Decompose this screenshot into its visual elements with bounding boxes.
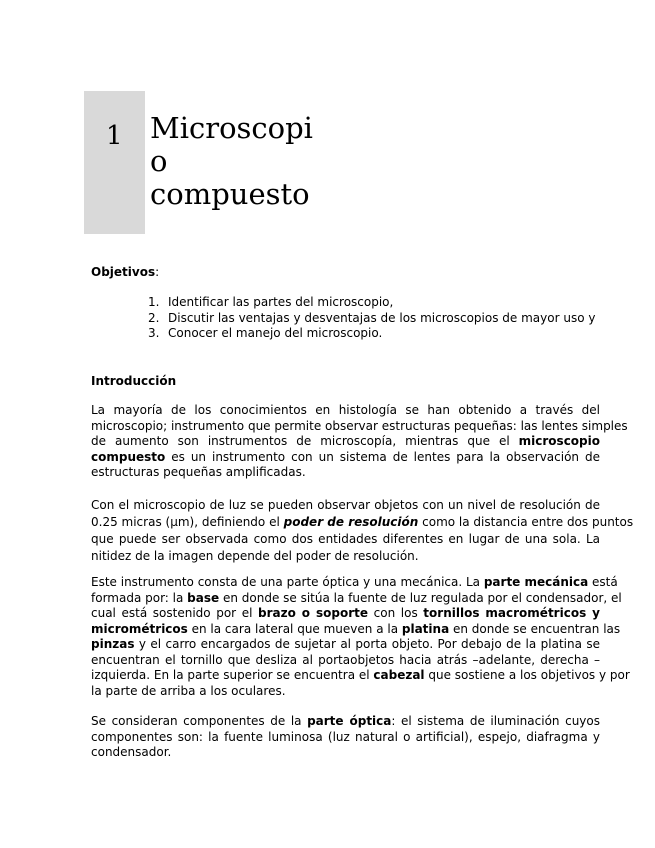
intro-paragraph-1: La mayoría de los conocimientos en histología se han obtenido a través del microscopio; instrumento que permite observar estructuras pequeñas: las lentes simples de aumento son instrumentos de microscopía, mientras que el microscopio compuesto es un instrumento con un sistema de lentes para la observación de estructuras pequeñas amplificadas. [91, 403, 628, 479]
intro-paragraph-3: Este instrumento consta de una parte óptica y una mecánica. La parte mecánica está formada por: la base en donde se sitúa la fuente de luz regulada por el condensador, el cual está sostenido por el brazo o soporte con los tornillos macrométricos y micrométricos en la cara lateral que mueven a la platina en donde se encuentran las pinzas y el carro encargados de sujetar al porta objeto. Por debajo de la platina se encuentran el tornillo que desliza al portaobjetos hacia atrás –adelante, derecha – izquierda. En la parte superior se encuentra el cabezal que sostiene a los objetivos y por la parte de arriba a los oculares. [91, 575, 630, 698]
chapter-title-line: Microscopi [150, 111, 313, 145]
intro-heading: Introducción [91, 374, 177, 388]
chapter-title-line: compuesto [150, 177, 310, 211]
objectives-list [148, 295, 595, 342]
list-item: 1. Identificar las partes del microscopio, [148, 295, 394, 309]
chapter-number-box [84, 91, 145, 234]
objectives-heading: Objetivos: [91, 265, 160, 279]
intro-paragraph-2: Con el microscopio de luz se pueden observar objetos con un nivel de resolución de 0.25 micras (µm), definiendo el poder de resolución como la distancia entre dos puntos que puede ser observada como dos entidades diferentes en lugar de una sola. La nitidez de la imagen depende del poder de resolución. [91, 498, 634, 563]
chapter-title-line: o [150, 144, 168, 178]
list-item: 3. Conocer el manejo del microscopio. [148, 326, 383, 340]
intro-paragraph-4: Se consideran componentes de la parte óptica: el sistema de iluminación cuyos componentes son: la fuente luminosa (luz natural o artificial), espejo, diafragma y condensador. [91, 714, 600, 759]
list-item: 2. Discutir las ventajas y desventajas de los microscopios de mayor uso y [148, 310, 596, 325]
chapter-number: 1 [106, 121, 123, 151]
chapter-title [150, 112, 313, 211]
